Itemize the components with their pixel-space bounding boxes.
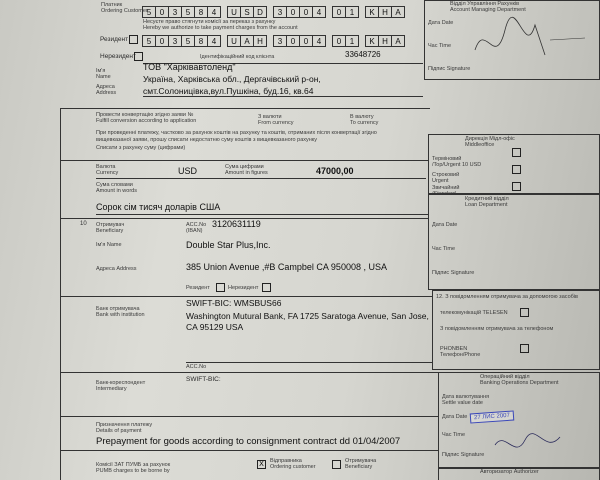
account-digit-cell: 5 (181, 35, 195, 47)
urgent-checkbox[interactable] (512, 148, 521, 157)
charges-ordering-label: Відправника Ordering customer (270, 458, 316, 470)
account-digit-cell: 1 (345, 6, 359, 18)
resident-checkbox[interactable] (129, 35, 138, 44)
bene-address-label: Адреса Address (96, 266, 137, 272)
operations-title: Операційний відділ Banking Operations Department (480, 374, 559, 386)
ld-date-label: Дата Date (432, 222, 458, 228)
express-label: Строковий Urgent (432, 172, 460, 184)
beneficiary-address: 385 Union Avenue ,#B Campbel CA 950008 , USA (186, 262, 387, 272)
conversion-text-3: Списати з рахунку суму (цифрами) (96, 145, 186, 151)
conversion-header: Провести конвертацію згідно заяви № Fulfill conversion according to application (96, 112, 197, 124)
standard-label: Звичайний /Standard (432, 185, 460, 197)
intermediary-label: Банк-кореспондент Intermediary (96, 380, 146, 392)
words-label: Сума словами Amount in words (96, 182, 137, 194)
intermediary-swift-label: SWIFT-BIC: (186, 376, 221, 383)
am-time-label: Час Time (428, 43, 452, 49)
bene-name-label: Ім'я Name (96, 242, 122, 248)
customer-address-2: смт.Солоницівка,вул.Пушкіна, буд.16, кв.64 (143, 86, 314, 96)
account-digit-cell: 3 (273, 35, 287, 47)
bene-nonresident-checkbox[interactable] (262, 283, 271, 292)
amount-words: Сорок сім тисяч доларів США (96, 202, 221, 212)
account-digit-cell: 1 (345, 35, 359, 47)
account-digit-cell: D (253, 6, 267, 18)
debit-account-cells (142, 6, 404, 18)
account-digit-cell: H (253, 35, 267, 47)
bene-bank-line2: CA 95129 USA (186, 322, 244, 332)
phone-note-label: З повідомленням отримувача за телефоном (440, 326, 554, 332)
ops-time-label: Час Time (442, 432, 466, 438)
figures-label: Сума цифрами Amount in figures (225, 164, 268, 176)
to-currency-label: В валюту To currency (350, 114, 379, 126)
nonresident-checkbox[interactable] (134, 52, 143, 61)
charges-label: Комісії ЗАТ ПУМБ за рахунок PUMB charges to be borne by (96, 462, 171, 474)
account-digit-cell: 0 (286, 6, 300, 18)
urgent-label: Терміновий /Top/Urgent 10 USD (432, 156, 482, 168)
account-digit-cell: 8 (194, 6, 208, 18)
address-label: Адреса Address (96, 84, 117, 96)
id-code-value: 33648726 (345, 50, 381, 59)
account-digit-cell: 5 (142, 6, 156, 18)
account-digit-cell: 4 (312, 35, 326, 47)
account-digit-cell: 3 (273, 6, 287, 18)
ld-time-label: Час Time (432, 246, 456, 252)
account-digit-cell: K (365, 6, 379, 18)
beneficiary-account: 3120631119 (212, 219, 261, 229)
charges-note: Несуєте право стягнути комісії за переказ з рахунку Hereby we authorize to take payment charges from the account (143, 19, 298, 31)
account-managing-title: Відділ Управління Рахунків Account Managing Department (450, 1, 526, 13)
account-digit-cell: H (378, 35, 392, 47)
beneficiary-label: Отримувач Beneficiary (96, 222, 125, 234)
details-text: Prepayment for goods according to consignment contract dd 01/04/2007 (96, 436, 401, 447)
telecom-label: телекомунікацій TELESEN (440, 310, 508, 316)
customer-name: ТОВ "Харківавтоленд" (143, 62, 236, 72)
middle-office-title: Дирекція Мідл-офіс Middleoffice (465, 136, 515, 148)
currency-label: Валюта Currency (96, 164, 119, 176)
currency-value: USD (178, 166, 198, 176)
conversion-text-1: При проведенні платежу, частково за рахунок коштів на рахунку та коштів, отриманих після конвертації згідно (96, 130, 377, 136)
ordering-customer-label: Платник Ordering Customer (101, 2, 148, 14)
ops-date-label: Дата Date (442, 414, 468, 420)
account-digit-cell: U (227, 6, 241, 18)
bene-bank-acc-label: ACC.No (186, 364, 207, 370)
account-digit-cell: 0 (332, 35, 346, 47)
nonresident-label: Нерезидент (100, 53, 136, 60)
am-signature-label: Підпис Signature (428, 66, 471, 72)
am-date-label: Дата Date (428, 20, 454, 26)
account-digit-cell: 0 (155, 6, 169, 18)
phone-checkbox[interactable] (520, 344, 529, 353)
account-digit-cell: A (391, 35, 405, 47)
bene-bank-line1: Washington Mutural Bank, FA 1725 Saratoga Avenue, San Jose, (186, 311, 429, 321)
account-digit-cell: K (365, 35, 379, 47)
account-digit-cell: 0 (155, 35, 169, 47)
bene-acc-label: ACC.No (IBAN) (186, 222, 207, 234)
bene-resident-label: Резидент (186, 285, 210, 291)
charges-account-cells (142, 35, 404, 47)
date-stamp: 27 ЛИС 2007 (470, 410, 515, 423)
loan-department-title: Кредитний відділ Loan Department (465, 196, 509, 208)
ld-signature-label: Підпис Signature (432, 270, 475, 276)
customer-address-1: Україна, Харківська обл., Дергачівський р-он, (143, 74, 321, 84)
express-checkbox[interactable] (512, 165, 521, 174)
account-digit-cell: 3 (168, 35, 182, 47)
am-signature-scribble (455, 10, 595, 75)
conversion-text-2: вищевказаної заяви, прошу списати недостатню суму коштів з вищевказаного рахунку (96, 137, 318, 143)
account-digit-cell: H (378, 6, 392, 18)
account-digit-cell: 0 (332, 6, 346, 18)
account-digit-cell: 4 (207, 35, 221, 47)
account-digit-cell: 5 (142, 35, 156, 47)
authorizer-title: Авторизатор Authorizer (480, 469, 539, 475)
charges-bene-label: Отримувача Beneficiary (345, 458, 377, 470)
account-digit-cell: 0 (299, 6, 313, 18)
ops-signature-label: Підпис Signature (442, 452, 485, 458)
beneficiary-num: 10 (80, 221, 87, 227)
account-digit-cell: 4 (207, 6, 221, 18)
id-code-label: Ідентифікаційний код клієнта (200, 54, 275, 60)
charges-ordering-checkbox[interactable]: X (257, 460, 266, 469)
name-label: Ім'я Name (96, 68, 111, 80)
account-digit-cell: A (240, 35, 254, 47)
bene-nonresident-label: Нерезидент (228, 285, 259, 291)
details-label: Призначення платежу Details of payment (96, 422, 153, 434)
phone-label: PHONBEN Телефон/Phone (440, 346, 481, 358)
resident-label: Резидент (100, 36, 129, 43)
account-digit-cell: 5 (181, 6, 195, 18)
account-digit-cell: 8 (194, 35, 208, 47)
account-digit-cell: A (391, 6, 405, 18)
ops-signature-scribble (490, 425, 570, 465)
from-currency-label: З валюти From currency (258, 114, 294, 126)
account-digit-cell: 3 (168, 6, 182, 18)
charges-bene-checkbox[interactable] (332, 460, 341, 469)
account-digit-cell: 0 (299, 35, 313, 47)
account-digit-cell: 0 (286, 35, 300, 47)
bene-notice-title: 12. З повідомленням отримувача за допомогою засобів (436, 294, 578, 300)
standard-checkbox[interactable] (512, 182, 521, 191)
account-digit-cell: S (240, 6, 254, 18)
beneficiary-name: Double Star Plus,Inc. (186, 240, 271, 250)
bene-bank-label: Банк отримувача Bank with institution (96, 306, 145, 318)
bene-bank-swift: SWIFT-BIC: WMSBUS66 (186, 298, 282, 308)
amount-figures: 47000,00 (316, 166, 354, 176)
bene-resident-checkbox[interactable] (216, 283, 225, 292)
account-digit-cell: U (227, 35, 241, 47)
account-digit-cell: 4 (312, 6, 326, 18)
value-date-label: Дата валютування Settle value date (442, 394, 490, 406)
telecom-checkbox[interactable] (520, 308, 529, 317)
